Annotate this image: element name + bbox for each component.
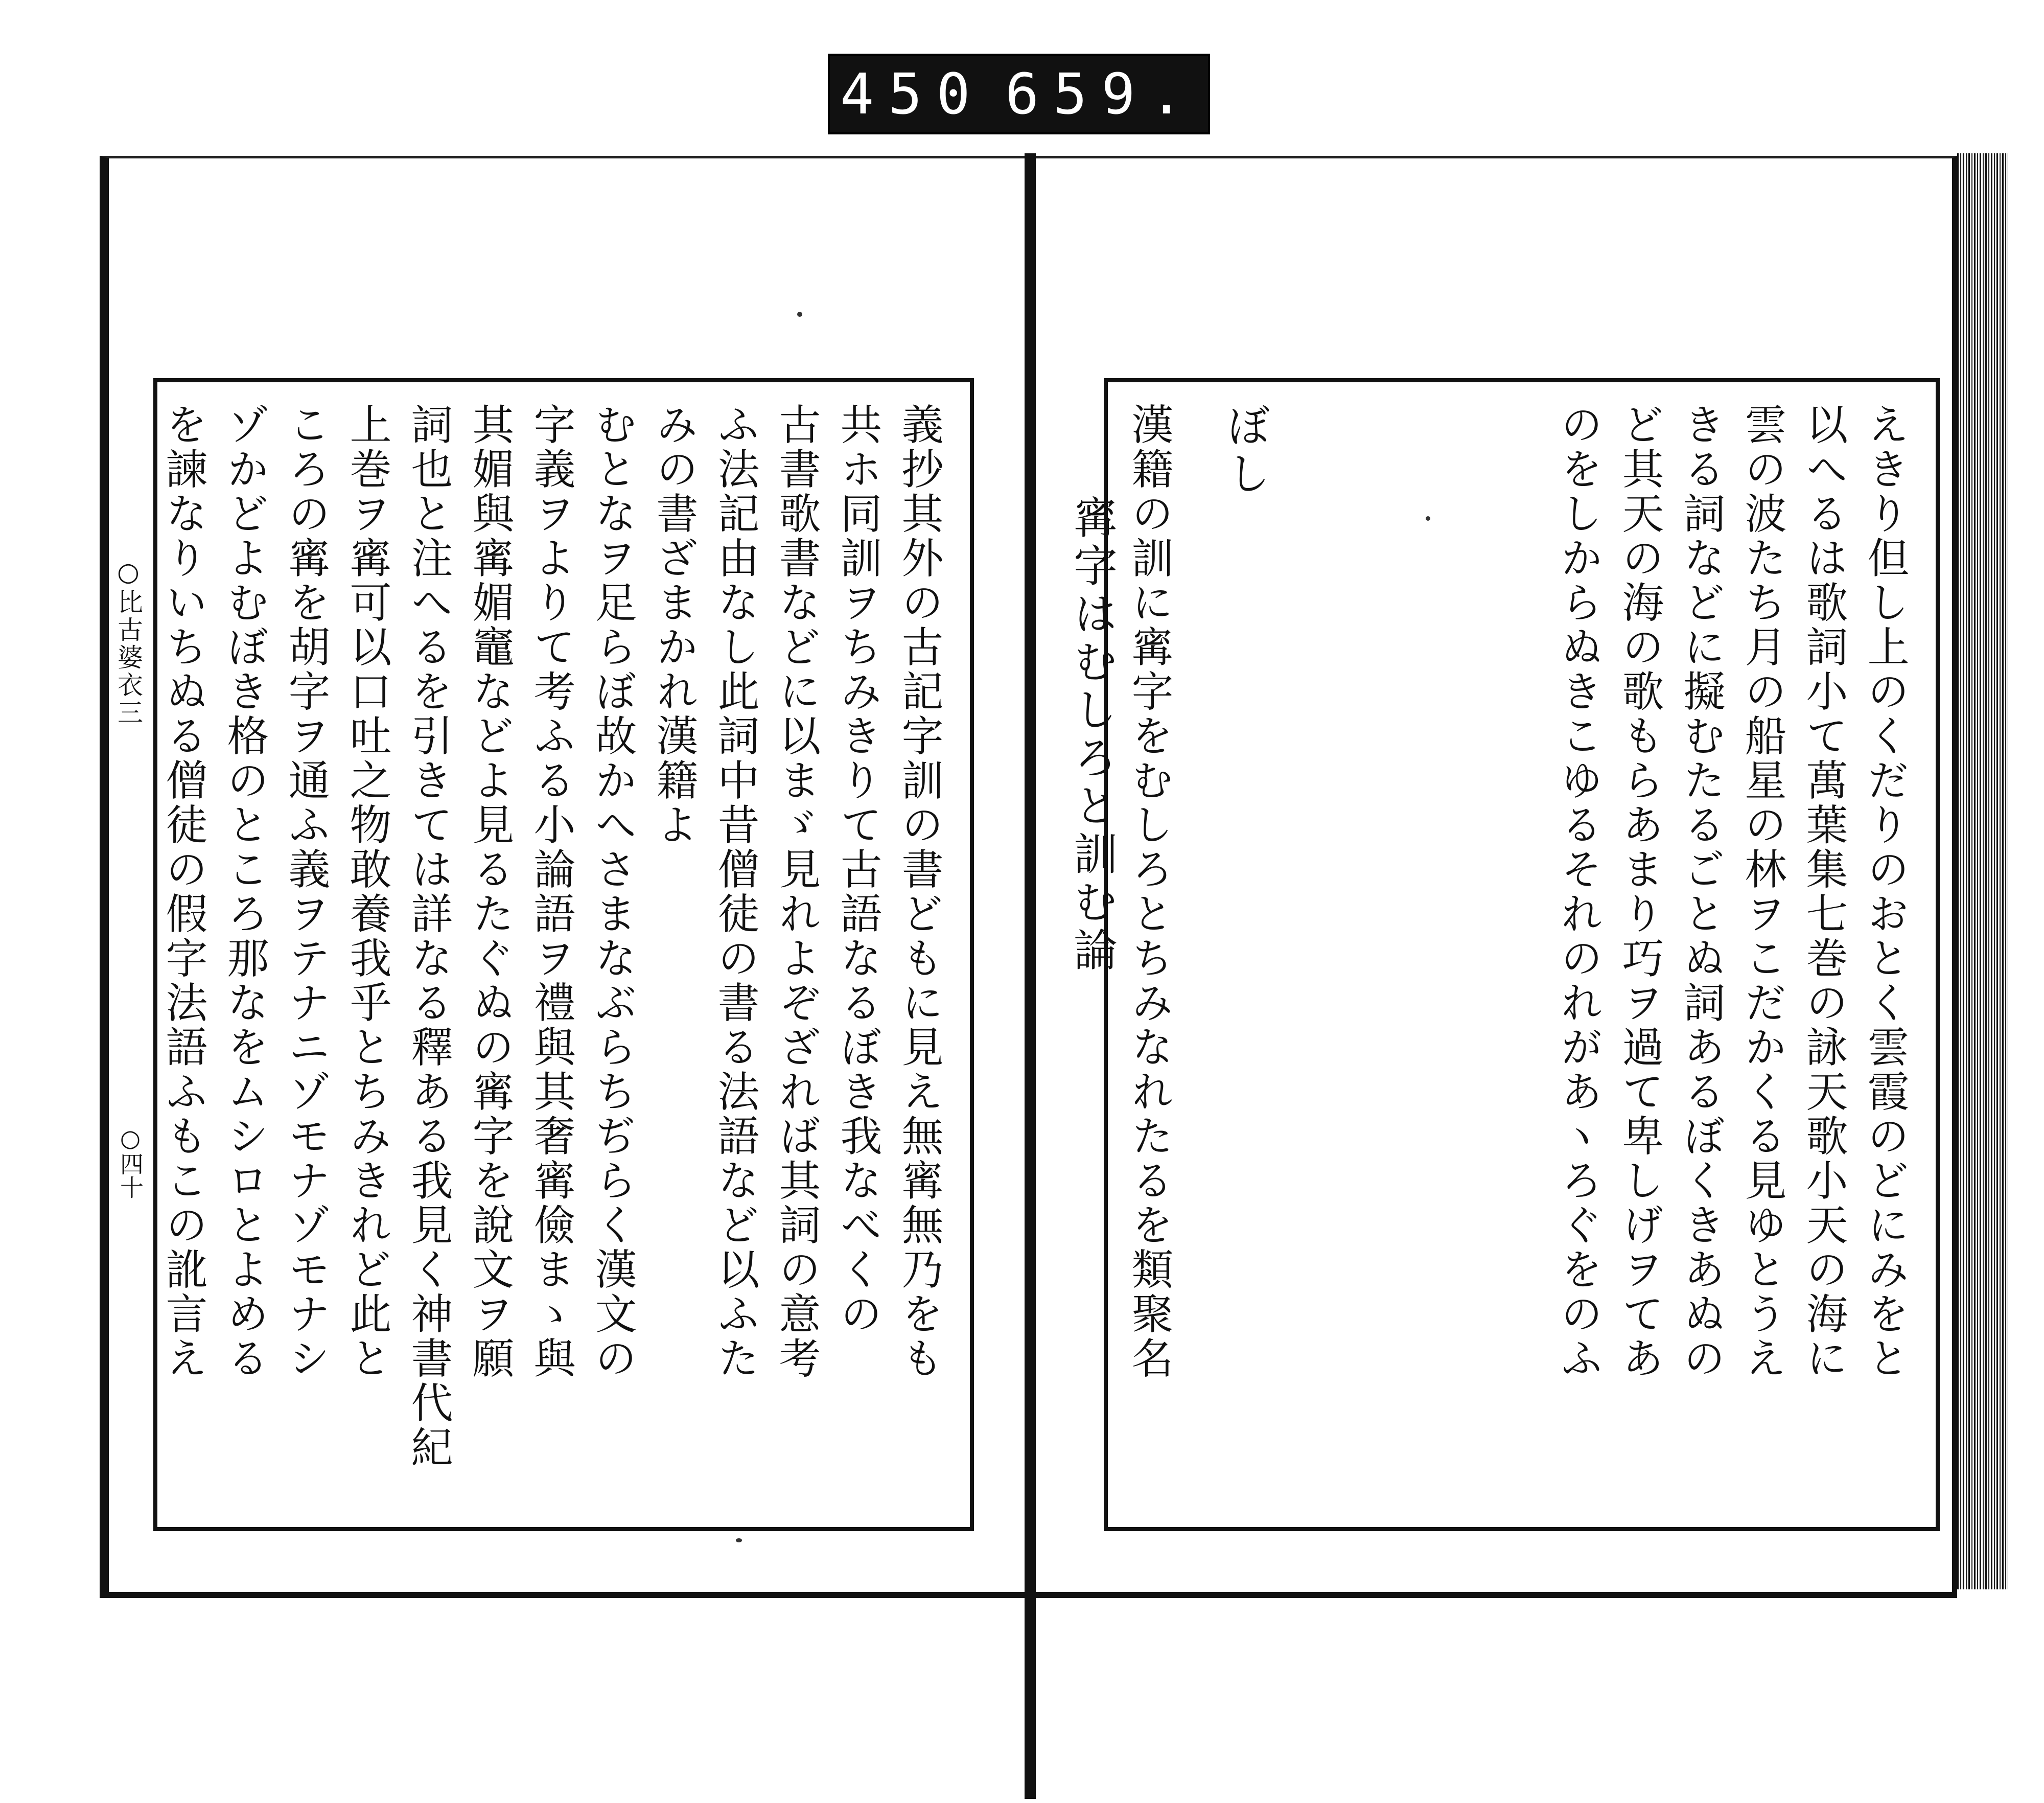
left-column: 古書歌書などに以まゞ見れよぞざれば其詞の意考 — [772, 403, 821, 1381]
left-column: みの書ざまかれ漢籍よ — [649, 403, 698, 847]
left-column: 其媚與寗媚竈などよ見るたぐぬの寗字を說文ヲ願 — [466, 403, 514, 1381]
right-column: ど其天の海の歌もらあまり巧ヲ過て卑しげヲてあ — [1615, 403, 1664, 1381]
left-column: 義抄其外の古記字訓の書どもに見え無寗無乃をも — [895, 403, 943, 1381]
section-intro-text — [1118, 403, 1179, 1512]
print-speck — [797, 312, 802, 317]
intro-column: 漢籍の訓に寗字をむしろとちみなれたるを類聚名 — [1125, 403, 1173, 1381]
left-column: ころの寗を胡字ヲ通ふ義ヲテナニゾモナゾモナシ — [282, 403, 330, 1381]
right-column: 以へるは歌詞小て萬葉集七巻の詠天歌小天の海に — [1799, 403, 1848, 1381]
left-body-text — [152, 403, 949, 1512]
left-column: 共ホ同訓ヲちみきりて古語なるぼき我なべくの — [833, 403, 882, 1336]
right-column: 雲の波たち月の船星の林ヲこだかくる見ゆとうえ — [1738, 403, 1786, 1381]
left-column: 字義ヲよりて考ふる小論語ヲ禮與其奢寗儉まゝ與 — [527, 403, 575, 1381]
right-text-frame — [1066, 378, 1940, 1531]
section-heading: 寗字はむしろと訓む論 — [1066, 495, 1117, 975]
closing-phrase: ぼし — [1219, 403, 1270, 499]
print-speck — [1426, 516, 1430, 521]
print-speck — [736, 1538, 742, 1542]
left-column: ふ法記由なし此詞中昔僧徒の書る法語など以ふた — [711, 403, 759, 1381]
book-gutter — [1025, 153, 1036, 1799]
right-body-text — [1547, 403, 1915, 1512]
left-column: 上巻ヲ寗可以口吐之物敢養我乎とちみきれど此と — [343, 403, 391, 1381]
margin-page-number: ○四十 — [117, 1124, 144, 1199]
left-column: むとなヲ足らぼ故かへさまなぶらちぢらく漢文の — [588, 403, 637, 1381]
left-column: 詞也と注へるを引きては詳なる釋ある我見く神書代紀 — [404, 403, 453, 1470]
left-column: を諫なりいちぬる僧徒の假字法語ふもこの訛言え — [159, 403, 207, 1381]
right-column: きる詞などに擬むたるごとぬ詞あるぼくきあぬの — [1677, 403, 1725, 1381]
catalog-number-label — [828, 54, 1210, 134]
left-text-frame — [153, 378, 974, 1531]
catalog-number-left: 450 — [840, 61, 985, 127]
right-column: のをしからぬきこゆるそれのれがあヽろぐをのふ — [1554, 403, 1602, 1381]
catalog-number-right: 659. — [1005, 61, 1198, 127]
book-fore-edge — [1957, 153, 2008, 1589]
margin-book-title: ○比古婆衣三 — [113, 557, 143, 727]
right-column: えきり但し上のくだりのおとく雲霞のどにみをと — [1861, 403, 1909, 1381]
left-column: ゾかどよむぼき格のところ那なをムシロとよめる — [220, 403, 269, 1381]
